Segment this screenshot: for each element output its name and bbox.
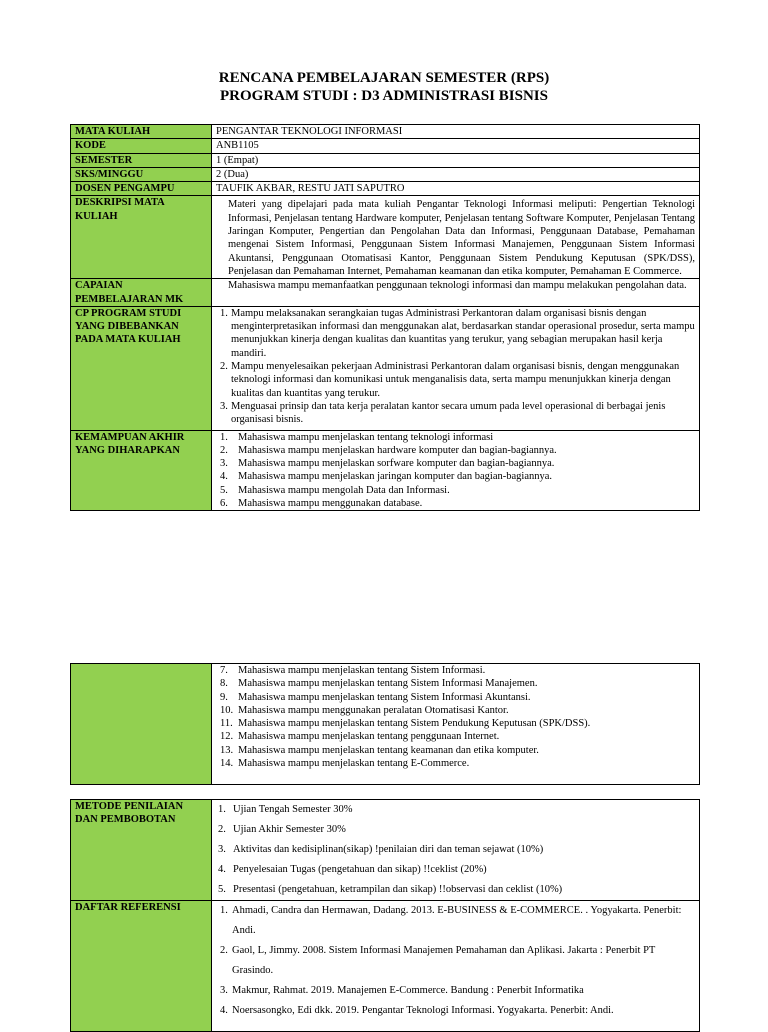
list-item: 4. Mahasiswa mampu menjelaskan jaringan komputer dan bagian-bagiannya.: [220, 471, 553, 483]
list-item: 1. Ujian Tengah Semester 30%: [218, 804, 353, 815]
list-item: 2. Mahasiswa mampu menjelaskan hardware komputer dan bagian-bagiannya.: [220, 444, 557, 456]
list-item: 3. Mahasiswa mampu menjelaskan sorfware komputer dan bagian-bagiannya.: [220, 458, 555, 470]
value-kemampuan-akhir-cont: [212, 664, 700, 785]
document-title-line2: PROGRAM STUDI : D3 ADMINISTRASI BISNIS: [220, 88, 548, 104]
list-item: 12. Mahasiswa mampu menjelaskan tentang penggunaan Internet.: [220, 731, 500, 743]
row-cp-prodi: [71, 306, 700, 430]
value-sks: 2 (Dua): [212, 167, 700, 181]
list-item: 14. Mahasiswa mampu menjelaskan tentang E-Commerce.: [220, 758, 470, 770]
ka-list-continued: [216, 664, 695, 770]
rps-table: [70, 124, 700, 511]
rps-table-assessment: [70, 799, 700, 1032]
list-item: 8. Mahasiswa mampu menjelaskan tentang Sistem Informasi Manajemen.: [220, 678, 538, 690]
value-metode-penilaian: [212, 800, 700, 901]
list-item: 2. Ujian Akhir Semester 30%: [218, 824, 346, 835]
label-empty: [71, 664, 212, 785]
row-kemampuan-akhir: [71, 430, 700, 511]
referensi-list: [216, 901, 695, 1021]
value-daftar-referensi: [212, 901, 700, 1032]
list-item: 13. Mahasiswa mampu menjelaskan tentang keamanan dan etika komputer.: [220, 744, 539, 756]
list-item: 2. Mampu menyelesaikan pekerjaan Administrasi Perkantoran dalam organisasi bisnis, dengan menggunakan teknologi informasi dan komunikasi untuk menganalisis data, serta mampu menunjukkan kinerja dengan kualitas dan kuantitas yang terukur.: [220, 361, 680, 399]
list-item: 10. Mahasiswa mampu menggunakan peralatan Otomatisasi Kantor.: [220, 704, 509, 716]
value-capaian: Mahasiswa mampu memanfaatkan penggunaan teknologi informasi dan mampu melakukan pengolahan data.: [212, 279, 700, 307]
list-item: 3. Aktivitas dan kedisiplinan(sikap) !penilaian diri dan teman sejawat (10%): [218, 844, 544, 855]
list-item: 1. Ahmadi, Candra dan Hermawan, Dadang. 2013. E-BUSINESS & E-COMMERCE. . Yogyakarta. Penerbit: Andi.: [220, 905, 682, 936]
value-dosen: TAUFIK AKBAR, RESTU JATI SAPUTRO: [212, 182, 700, 196]
label-deskripsi: DESKRIPSI MATA KULIAH: [71, 196, 212, 279]
row-daftar-referensi: [71, 901, 700, 1032]
row-semester: [71, 153, 700, 167]
row-kode: [71, 139, 700, 153]
label-cp-prodi: CP PROGRAM STUDI YANG DIBEBANKAN PADA MATA KULIAH: [71, 306, 212, 430]
ka-list: [216, 431, 695, 511]
label-mata-kuliah: MATA KULIAH: [71, 125, 212, 139]
list-item: 2. Gaol, L, Jimmy. 2008. Sistem Informasi Manajemen Pemahaman dan Aplikasi. Jakarta : Penerbit PT Grasindo.: [220, 945, 656, 976]
row-sks: [71, 167, 700, 181]
value-kemampuan-akhir: [212, 430, 700, 511]
list-item: 1. Mahasiswa mampu menjelaskan tentang teknologi informasi: [220, 431, 494, 443]
list-item: 9. Mahasiswa mampu menjelaskan tentang Sistem Informasi Akuntansi.: [220, 691, 531, 703]
list-item: 1. Mampu melaksanakan serangkaian tugas Administrasi Perkantoran dalam organisasi bisnis dengan menginterpretasikan informasi dan menggunakan alat, berdasarkan standar operasional prosedur, serta mampu menunjukkan kinerja dengan kualitas dan kuantitas yang terukur, yang sebagian merupakan hasil kerja mandiri.: [220, 307, 695, 359]
value-kode: ANB1105: [212, 139, 700, 153]
rps-table-continued: [70, 663, 700, 785]
row-metode-penilaian: [71, 800, 700, 901]
value-cp-prodi: [212, 306, 700, 430]
label-metode-penilaian: METODE PENILAIAN DAN PEMBOBOTAN: [71, 800, 212, 901]
list-item: 3. Makmur, Rahmat. 2019. Manajemen E-Commerce. Bandung : Penerbit Informatika: [220, 985, 584, 996]
value-deskripsi: Materi yang dipelajari pada mata kuliah Pengantar Teknologi Informasi meliputi: Pengertian Teknologi Informasi, Penjelasan tentang Hardware komputer, Penjelasan tentang Software Komputer, Penjelasan Tentang Jaringan Komputer, Pengertian dan Pengolahan Data dan Informasi, Penggunaan Database, Pemahaman mengenai Sistem Informasi, Penggunaan Sistem Informasi Manajemen, Penggunaan Sistem Informasi Akuntansi, Penggunaan Otomatisasi Kantor, Penggunaan Sistem Pendukung Keputusan (SPK/DSS), Penjelasan dan Pemahaman Internet, Pemahaman keamanan dan etika komputer, Pemahaman E Commerce.: [212, 196, 700, 279]
list-item: 5. Presentasi (pengetahuan, ketrampilan dan sikap) !!observasi dan ceklist (10%): [218, 884, 563, 895]
list-item: 4. Penyelesaian Tugas (pengetahuan dan sikap) !!ceklist (20%): [218, 864, 487, 875]
label-dosen: DOSEN PENGAMPU: [71, 182, 212, 196]
label-kemampuan-akhir: KEMAMPUAN AKHIR YANG DIHARAPKAN: [71, 430, 212, 511]
label-daftar-referensi: DAFTAR REFERENSI: [71, 901, 212, 1032]
list-item: 4. Noersasongko, Edi dkk. 2019. Pengantar Teknologi Informasi. Yogyakarta. Penerbit: Andi.: [220, 1005, 614, 1016]
row-kemampuan-akhir-cont: [71, 664, 700, 785]
value-semester: 1 (Empat): [212, 153, 700, 167]
label-kode: KODE: [71, 139, 212, 153]
list-item: 6. Mahasiswa mampu menggunakan database.: [220, 498, 423, 510]
label-semester: SEMESTER: [71, 153, 212, 167]
value-mata-kuliah: PENGANTAR TEKNOLOGI INFORMASI: [212, 125, 700, 139]
list-item: 11. Mahasiswa mampu menjelaskan tentang Sistem Pendukung Keputusan (SPK/DSS).: [220, 718, 591, 730]
list-item: 7. Mahasiswa mampu menjelaskan tentang Sistem Informasi.: [220, 665, 486, 676]
row-dosen: [71, 182, 700, 196]
document-title-line1: RENCANA PEMBELAJARAN SEMESTER (RPS): [218, 70, 550, 86]
row-capaian: [71, 279, 700, 307]
cp-list: [216, 307, 695, 427]
label-sks: SKS/MINGGU: [71, 167, 212, 181]
metode-list: [216, 800, 695, 900]
row-mata-kuliah: [71, 125, 700, 139]
label-capaian: CAPAIAN PEMBELAJARAN MK: [71, 279, 212, 307]
list-item: 3. Menguasai prinsip dan tata kerja peralatan kantor secara umum pada level operasional di berbagai jenis organisasi bisnis.: [220, 400, 666, 426]
row-deskripsi: [71, 196, 700, 279]
list-item: 5. Mahasiswa mampu mengolah Data dan Informasi.: [220, 484, 450, 496]
